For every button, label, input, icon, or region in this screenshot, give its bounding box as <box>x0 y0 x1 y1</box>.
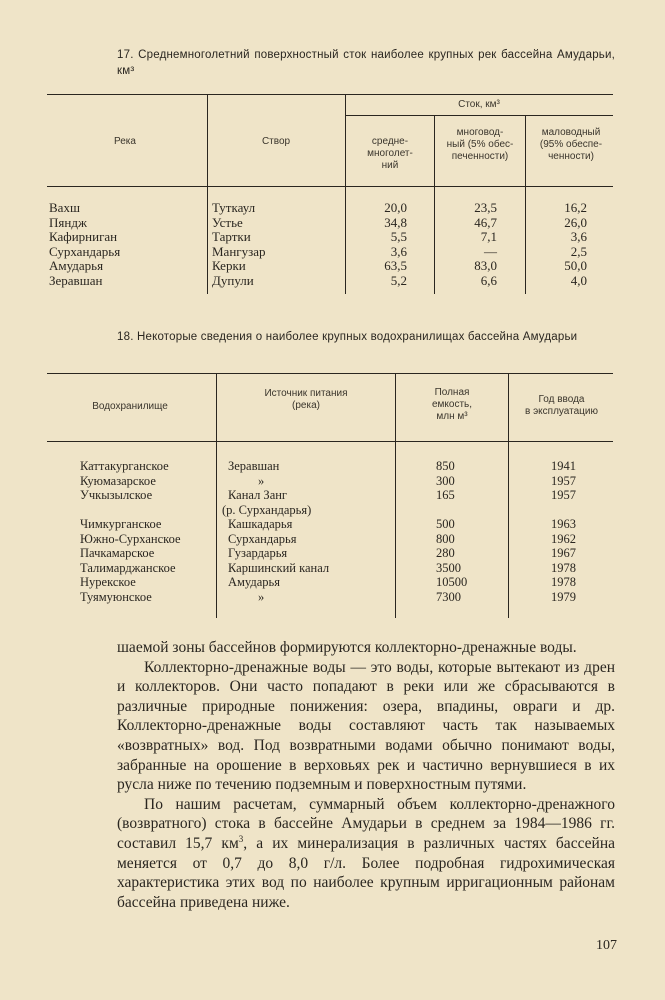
reservoir-name: Учкызылское <box>80 488 153 502</box>
source-name: Каршинский канал <box>228 560 330 575</box>
reservoir-name: Нурекское <box>80 575 136 589</box>
table-row <box>0 503 665 518</box>
source-name: » <box>258 589 265 604</box>
capacity-value: 850 <box>436 459 455 473</box>
river-name: Амударья <box>49 258 104 273</box>
river-name: Кафирниган <box>49 229 118 244</box>
gauge-name: Туткаул <box>212 200 256 215</box>
paragraph: Коллекторно-дренажные воды — это воды, которые вытекают из дрен и коллекторов. Они часто попадают в реки или же сбрасываются в различные природные понижения: озера, впадины, овраги и др. Коллекторно-дренажные воды составляют часть так называемых «возвратных» вод. Под возвратными водами обычно понимают воды, забранные на орошение в верховьях рек и частично вернувшиеся в их русла ниже по течению подземным и поверхностным путями. <box>117 658 615 794</box>
gauge-name: Устье <box>212 214 243 230</box>
year-value: 1978 <box>551 575 576 589</box>
table18-header-reservoir: Водохранилище <box>92 401 168 412</box>
year-value: 1957 <box>551 473 576 488</box>
dry-value: 2,5 <box>570 243 587 259</box>
dry-value: 50,0 <box>564 258 587 273</box>
table17-top-rule <box>47 94 613 95</box>
year-value: 1941 <box>551 459 576 473</box>
river-name: Пяндж <box>49 214 87 230</box>
wet-value: 6,6 <box>480 272 497 288</box>
gauge-name: Тартки <box>212 229 251 244</box>
capacity-value: 500 <box>436 517 455 531</box>
gauge-name: Дупули <box>212 272 254 288</box>
table17-header-gauge: Створ <box>261 136 291 147</box>
reservoir-name: Каттакурганское <box>80 459 169 473</box>
table18-header-year: Год ввода в эксплуатацию <box>524 394 598 417</box>
dry-value: 16,2 <box>564 200 587 215</box>
capacity-value: 10500 <box>436 575 468 589</box>
gauge-name: Мангузар <box>212 243 266 259</box>
avg-value: 20,0 <box>384 200 407 215</box>
source-name: Канал Занг <box>228 488 288 502</box>
table18-header-rule <box>47 441 613 442</box>
paragraph: По нашим расчетам, суммарный объем коллекторно-дренажного (возвратного) стока в бассейне Амударьи в среднем за 1984—1986 гг. составил 15,7 $км^3$, а их минерализация в различных частях бассейна меняется от 0,7 до 8,0 г/л. Более подробная гидрохимическая характеристика этих вод по наиболее крупным ирригационным районам бассейна приведена ниже. <box>117 795 615 911</box>
year-value: 1963 <box>551 517 576 531</box>
table17-caption: 17. Среднемноголетний поверхностный сток наиболее крупных рек бассейна Амударьи, км³ <box>117 49 615 77</box>
table17-header-wet: многовод- ный (5% обес- печенности) <box>446 127 514 162</box>
table-row <box>0 474 665 489</box>
table17-header-river: Река <box>114 136 136 147</box>
source-name: » <box>258 473 265 488</box>
source-name: Амударья <box>228 575 281 589</box>
table17-group-rule <box>345 115 613 116</box>
table-row <box>0 201 665 216</box>
source-name: Сурхандарья <box>228 531 297 546</box>
table-row <box>0 517 665 532</box>
table18-top-rule <box>47 373 613 374</box>
table-row <box>0 216 665 231</box>
table17-header-rule <box>47 186 613 187</box>
year-value: 1967 <box>551 546 576 560</box>
table18-header-source: Источник питания (река) <box>264 388 348 411</box>
body-text <box>117 638 615 912</box>
wet-value: — <box>484 243 497 259</box>
table17-header-dry: маловодный (95% обеспе- ченности) <box>539 127 603 162</box>
table-row <box>0 230 665 245</box>
capacity-value: 280 <box>436 546 455 560</box>
table-row <box>0 590 665 605</box>
page-number: 107 <box>596 938 617 953</box>
year-value: 1978 <box>551 560 576 575</box>
reservoir-name: Чимкурганское <box>80 517 162 531</box>
wet-value: 46,7 <box>474 214 497 230</box>
avg-value: 34,8 <box>384 214 407 230</box>
table18-header-capacity: Полная емкость, млн м³ <box>431 387 473 422</box>
river-name: Зеравшан <box>49 272 103 288</box>
wet-value: 23,5 <box>474 200 497 215</box>
source-name: Гузардарья <box>228 546 288 560</box>
reservoir-name: Южно-Сурханское <box>80 531 181 546</box>
reservoir-name: Талимарджанское <box>80 560 176 575</box>
table18-caption: 18. Некоторые сведения о наиболее крупных водохранилищах бассейна Амударьи <box>117 331 578 343</box>
year-value: 1979 <box>551 589 576 604</box>
wet-value: 7,1 <box>480 229 497 244</box>
table-row <box>0 561 665 576</box>
table-row <box>0 575 665 590</box>
year-value: 1957 <box>551 488 576 502</box>
table-row <box>0 259 665 274</box>
reservoir-name: Пачкамарское <box>80 546 155 560</box>
wet-value: 83,0 <box>474 258 497 273</box>
dry-value: 3,6 <box>570 229 587 244</box>
avg-value: 63,5 <box>384 258 407 273</box>
table-row <box>0 488 665 503</box>
table-row <box>0 546 665 561</box>
capacity-value: 165 <box>436 488 455 502</box>
capacity-value: 7300 <box>436 589 461 604</box>
reservoir-name: Куюмазарское <box>80 473 156 488</box>
capacity-value: 3500 <box>436 560 461 575</box>
source-name: Зеравшан <box>228 459 280 473</box>
dry-value: 4,0 <box>570 272 587 288</box>
capacity-value: 300 <box>436 473 455 488</box>
dry-value: 26,0 <box>564 214 587 230</box>
source-name: Кашкадарья <box>228 517 293 531</box>
capacity-value: 800 <box>436 531 455 546</box>
reservoir-name: Туямуюнское <box>80 589 152 604</box>
river-name: Вахш <box>49 200 80 215</box>
table-row <box>0 459 665 474</box>
avg-value: 5,2 <box>390 272 407 288</box>
river-name: Сурхандарья <box>49 243 121 259</box>
year-value: 1962 <box>551 531 576 546</box>
avg-value: 3,6 <box>390 243 407 259</box>
source-name: (р. Сурхандарья) <box>222 502 312 517</box>
table17-header-flow: Сток, км³ <box>458 99 500 110</box>
table-row <box>0 274 665 289</box>
paragraph: шаемой зоны бассейнов формируются коллекторно-дренажные воды. <box>117 639 577 656</box>
gauge-name: Керки <box>212 258 246 273</box>
avg-value: 5,5 <box>390 229 407 244</box>
table-row <box>0 245 665 260</box>
table17-header-avg: средне- многолет- ний <box>367 136 413 171</box>
table-row <box>0 532 665 547</box>
